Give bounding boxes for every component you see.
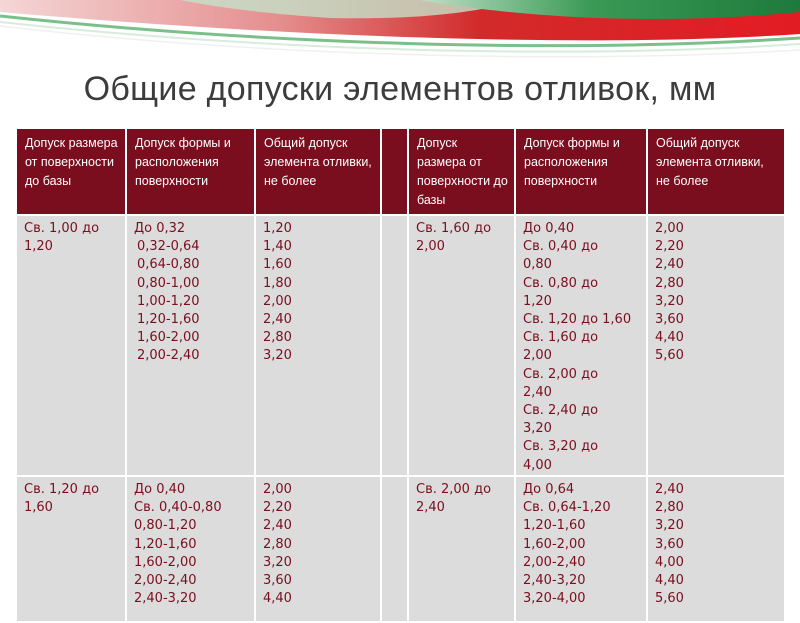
cell-line: 2,40-3,20 — [523, 573, 586, 589]
cell-line: 1,60-2,00 — [134, 554, 197, 570]
cell-line: 4,40 — [655, 573, 684, 589]
header-form-tolerance: Допуск формы и расположения поверхности — [127, 129, 256, 216]
cell-line: 2,00 — [523, 348, 552, 364]
cell-line: 1,20-1,60 — [523, 518, 586, 534]
header-total-tolerance: Общий допуск элемента отливки, не более — [256, 129, 382, 216]
cell-line: 2,80 — [655, 275, 684, 291]
cell-line: 3,20-4,00 — [523, 591, 586, 607]
cell-line: 2,20 — [655, 239, 684, 255]
header-spacer — [382, 129, 409, 216]
table-cell — [17, 216, 127, 477]
cell-line: 4,40 — [655, 330, 684, 346]
table-cell — [648, 216, 784, 477]
cell-line: 5,60 — [655, 591, 684, 607]
table-header-row — [17, 129, 784, 216]
table-cell-spacer — [382, 216, 409, 477]
table-cell — [516, 216, 648, 477]
cell-line: 1,20-1,60 — [134, 536, 197, 552]
cell-line: Св. 1,20 до 1,60 — [523, 312, 632, 328]
cell-line: 2,40-3,20 — [134, 591, 197, 607]
cell-line: 4,00 — [523, 457, 552, 473]
cell-line: 3,20 — [523, 421, 552, 437]
cell-line: 2,00 — [416, 239, 445, 255]
table-cell — [516, 477, 648, 623]
cell-line: 1,00-1,20 — [137, 293, 200, 309]
table-cell — [256, 216, 382, 477]
cell-line: Св. 0,40-0,80 — [134, 500, 222, 516]
cell-line: 1,80 — [263, 275, 292, 291]
cell-line: 2,40 — [263, 312, 292, 328]
cell-line: 3,20 — [655, 518, 684, 534]
cell-line: 2,00 — [655, 221, 684, 236]
cell-line: 2,40 — [655, 257, 684, 273]
cell-line: 0,80 — [523, 257, 552, 273]
cell-line: 2,80 — [263, 330, 292, 346]
cell-line: 2,00 — [263, 482, 292, 497]
cell-line: 1,20 — [523, 293, 552, 309]
cell-line: 1,60-2,00 — [523, 536, 586, 552]
cell-line: До 0,40 — [523, 221, 575, 236]
cell-line: 3,20 — [655, 293, 684, 309]
cell-line: Св. 1,60 до — [523, 330, 599, 346]
decorative-banner — [0, 0, 800, 70]
cell-line: 2,00 — [263, 293, 292, 309]
cell-line: Св. 2,40 до — [523, 403, 599, 419]
table-row — [17, 477, 784, 623]
table-cell — [648, 477, 784, 623]
cell-line: 0,64-0,80 — [137, 257, 200, 273]
cell-line: 2,40 — [263, 518, 292, 534]
cell-line: 5,60 — [655, 348, 684, 364]
cell-line: 2,80 — [263, 536, 292, 552]
header-size-tolerance: Допуск размера от поверхности до базы — [409, 129, 516, 216]
cell-line: Св. 3,20 до — [523, 439, 599, 455]
cell-line: 2,40 — [523, 384, 552, 400]
cell-line: До 0,64 — [523, 482, 575, 497]
cell-line: 4,00 — [655, 554, 684, 570]
slide-title: Общие допуски элементов отливок, мм — [83, 70, 717, 108]
cell-line: 1,40 — [263, 239, 292, 255]
cell-line: Св. 0,80 до — [523, 275, 599, 291]
cell-line: 2,00-2,40 — [137, 348, 200, 364]
header-form-tolerance: Допуск формы и расположения поверхности — [516, 129, 648, 216]
cell-line: 0,80-1,20 — [134, 518, 197, 534]
header-total-tolerance: Общий допуск элемента отливки, не более — [648, 129, 784, 216]
tolerance-table — [17, 129, 784, 623]
cell-line: 3,20 — [263, 348, 292, 364]
cell-line: 0,32-0,64 — [137, 239, 200, 255]
cell-line: 1,60-2,00 — [137, 330, 200, 346]
cell-line: 2,40 — [416, 500, 445, 516]
cell-line: 2,00-2,40 — [523, 554, 586, 570]
cell-line: 1,20-1,60 — [137, 312, 200, 328]
cell-line: 2,20 — [263, 500, 292, 516]
cell-line: Св. 1,20 до — [24, 482, 100, 497]
cell-line: Св. 2,00 до — [523, 366, 599, 382]
cell-line: Св. 1,00 до — [24, 221, 100, 236]
cell-line: 0,80-1,00 — [137, 275, 200, 291]
cell-line: До 0,32 — [134, 221, 186, 236]
table-cell — [409, 216, 516, 477]
cell-line: До 0,40 — [134, 482, 186, 497]
cell-line: Св. 2,00 до — [416, 482, 492, 497]
cell-line: Св. 0,40 до — [523, 239, 599, 255]
table-row — [17, 216, 784, 477]
cell-line: 3,60 — [263, 573, 292, 589]
cell-line: Св. 1,60 до — [416, 221, 492, 236]
cell-line: 4,40 — [263, 591, 292, 607]
table-cell — [17, 477, 127, 623]
table-cell — [127, 216, 256, 477]
cell-line: 2,80 — [655, 500, 684, 516]
cell-line: 1,20 — [24, 239, 53, 255]
table-cell — [409, 477, 516, 623]
table-cell-spacer — [382, 477, 409, 623]
cell-line: 1,20 — [263, 221, 292, 236]
header-size-tolerance: Допуск размера от поверхности до базы — [17, 129, 127, 216]
table-cell — [256, 477, 382, 623]
cell-line: 2,00-2,40 — [134, 573, 197, 589]
cell-line: 2,40 — [655, 482, 684, 497]
cell-line: 3,60 — [655, 536, 684, 552]
cell-line: 3,60 — [655, 312, 684, 328]
cell-line: 1,60 — [24, 500, 53, 516]
cell-line: 3,20 — [263, 554, 292, 570]
cell-line: 1,60 — [263, 257, 292, 273]
cell-line: Св. 0,64-1,20 — [523, 500, 611, 516]
table-cell — [127, 477, 256, 623]
